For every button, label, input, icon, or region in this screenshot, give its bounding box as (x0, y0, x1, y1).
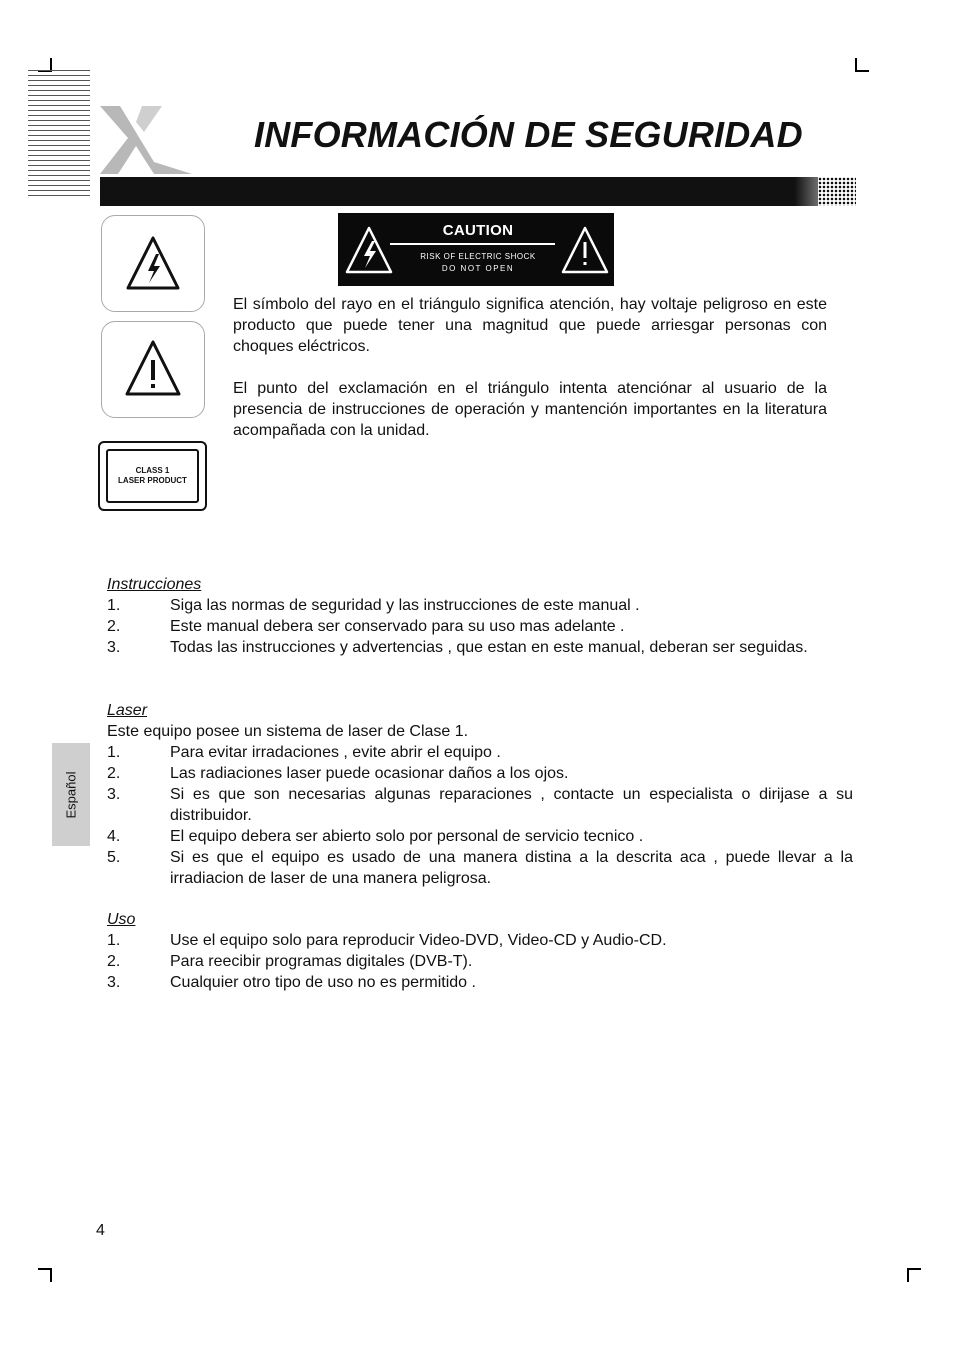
lightning-triangle-icon (102, 216, 204, 311)
item-text: Para reecibir programas digitales (DVB-T). (170, 953, 473, 970)
exclamation-symbol-box (101, 321, 205, 418)
item-number: 2. (107, 618, 121, 635)
crop-mark-top-right (855, 58, 869, 72)
item-text: Todas las instrucciones y advertencias , que estan en este manual, deberan ser seguidas. (170, 639, 808, 656)
lightning-symbol-box (101, 215, 205, 312)
header-stripes (28, 70, 90, 200)
item-text: Este manual debera ser conservado para su uso mas adelante . (170, 618, 625, 635)
list-item (107, 742, 853, 763)
item-text: Cualquier otro tipo de uso no es permitido . (170, 974, 476, 991)
section-heading-uso: Uso (107, 911, 136, 928)
title-bar (100, 177, 855, 206)
exclamation-explanation: El punto del exclamación en el triángulo intenta atenciónar al usuario de la presencia de instrucciones de operación y mantención importantes en la literatura acompañada con la unidad. (233, 380, 827, 439)
list-item (107, 930, 853, 951)
item-number: 2. (107, 953, 121, 970)
item-number: 3. (107, 639, 121, 656)
caution-label (338, 213, 614, 286)
item-text: Si es que son necesarias algunas reparaciones , contacte un especialista o dirijase a su distribuidor. (170, 786, 853, 824)
list-item (107, 595, 853, 616)
item-text: Si es que el equipo es usado de una manera distina a la descrita aca , puede llevar a la irradiacion de laser de una manera peligrosa. (170, 849, 853, 887)
list-item (107, 784, 853, 826)
item-text: Para evitar irradaciones , evite abrir el equipo . (170, 744, 501, 761)
exclamation-triangle-icon (560, 225, 610, 275)
list-item (107, 847, 853, 889)
page-title: INFORMACIÓN DE SEGURIDAD (254, 114, 803, 155)
item-number: 3. (107, 974, 121, 991)
item-number: 5. (107, 849, 121, 866)
laser-class-label (98, 441, 207, 511)
caution-divider (390, 243, 555, 245)
caution-title: CAUTION (442, 222, 514, 239)
item-number: 4. (107, 828, 121, 845)
crop-mark-bottom-left (38, 1268, 52, 1282)
item-number: 3. (107, 786, 121, 803)
item-text: Use el equipo solo para reproducir Video-DVD, Video-CD y Audio-CD. (170, 932, 667, 949)
crop-mark-bottom-right (907, 1268, 921, 1282)
item-number: 2. (107, 765, 121, 782)
caution-subtitle: RISK OF ELECTRIC SHOCK (420, 252, 536, 261)
item-number: 1. (107, 597, 121, 614)
list-item (107, 972, 853, 993)
item-number: 1. (107, 932, 121, 949)
list-item (107, 616, 853, 637)
exclamation-triangle-icon (102, 322, 204, 417)
section-heading-laser: Laser (107, 702, 148, 719)
language-label: Español (63, 771, 79, 818)
list-item (107, 763, 853, 784)
item-text: El equipo debera ser abierto solo por personal de servicio tecnico . (170, 828, 644, 845)
section-heading-instrucciones: Instrucciones (107, 576, 202, 593)
item-text: Siga las normas de seguridad y las instrucciones de este manual . (170, 597, 640, 614)
item-number: 1. (107, 744, 121, 761)
list-item (107, 951, 853, 972)
title-bar-dots (818, 177, 856, 206)
language-tab (52, 743, 90, 846)
list-item (107, 637, 853, 658)
lightning-explanation: El símbolo del rayo en el triángulo significa atención, hay voltaje peligroso en este producto que puede tener una magnitud que puede arriesgar personas con choques eléctricos. (233, 296, 827, 355)
item-text: Las radiaciones laser puede ocasionar daños a los ojos. (170, 765, 569, 782)
list-item (107, 826, 853, 847)
caution-subtitle2: DO NOT OPEN (441, 264, 515, 273)
laser-label-line2: LASER PRODUCT (118, 476, 187, 485)
brand-logo-icon (96, 100, 196, 178)
page-number: 4 (96, 1222, 105, 1239)
laser-label-line1: CLASS 1 (135, 466, 170, 475)
lightning-triangle-icon (344, 225, 394, 275)
laser-intro: Este equipo posee un sistema de laser de Clase 1. (107, 723, 469, 740)
